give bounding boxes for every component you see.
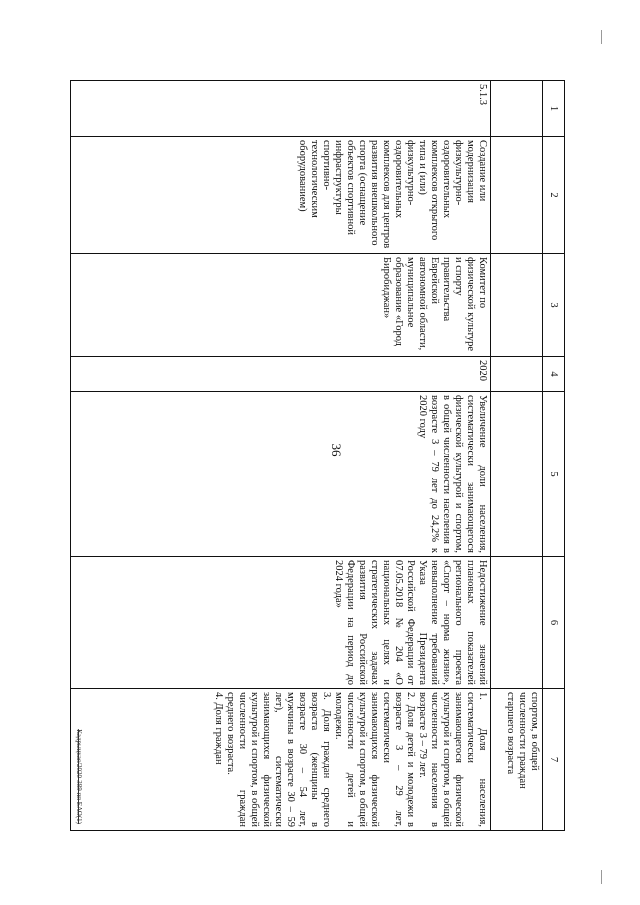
header-cell-6: 6: [543, 557, 565, 689]
cont-cell-7: спортом, в общей численности граждан старшего возраста: [491, 689, 543, 831]
cont-cell-1: [491, 81, 543, 137]
table-header-row: [543, 81, 565, 831]
year-cell: 2020: [71, 357, 491, 392]
table-row: [71, 81, 491, 831]
result-cell: Увеличение доли населения, систематически занимающегося физической культурой и спортом, в общей численности населения в возрасте 3 – 79 лет до 24,2% к 2020 году: [71, 392, 491, 557]
event-cell: Создание или модернизация физкультурно-оздоровительных комплексов открытого типа и (или) физкультурно-оздоровительных комплексов для центров развития внешкольного спорта (оснащение объектов спортивной инфраструктуры спортивно-технологическим оборудованием): [71, 137, 491, 254]
consequences-cell: Недостижение значений плановых показателей регионального проекта «Спорт – норма жизни», невыполнение требований Указа Президента Российской Федерации от 07.05.2018 № 204 «О национальных целях и стратегических задачах развития Российской Федерации на период до 2024 года»: [71, 557, 491, 689]
indicators-cell: [71, 689, 491, 831]
cont-cell-5: [491, 392, 543, 557]
cont-cell-2: [491, 137, 543, 254]
cont-cell-3: [491, 254, 543, 357]
indicator-4: 4. Доля граждан: [213, 692, 224, 765]
continuation-row: [491, 81, 543, 831]
document-sheet: [70, 80, 565, 830]
executor-cell: Комитет по физической культуре и спорту правительства Еврейской автономной области, муниципальное образование «Город Биробиджан»: [71, 254, 491, 357]
header-cell-1: 1: [543, 81, 565, 137]
header-cell-7: 7: [543, 689, 565, 831]
cont-cell-6: [491, 557, 543, 689]
scan-mark-top: [601, 30, 602, 44]
header-cell-4: 4: [543, 357, 565, 392]
header-cell-2: 2: [543, 137, 565, 254]
footer-reference: Кадрыцкая/2020-389 пп ЕАО(1): [75, 729, 83, 824]
page-number: 36: [329, 443, 344, 457]
rotated-table-container: [70, 80, 565, 830]
scan-mark-bottom: [601, 870, 602, 884]
header-cell-3: 3: [543, 254, 565, 357]
program-table: [70, 80, 565, 831]
header-cell-5: 5: [543, 392, 565, 557]
row-number: 5.1.3: [71, 81, 491, 137]
indicator-1: 1. Доля населения, систематически занимающегося физической культурой и спортом, в общей численности населения в возрасте 3 – 79 лет.: [417, 692, 488, 827]
cont-cell-4: [491, 357, 543, 392]
indicator-3: 3. Доля граждан среднего возраста (женщины в возрасте 30 – 54 лет, мужчины в возрасте 30 – 59 лет), систематически занимающихся физической культурой и спортом, в общей численности граждан среднего возраста.: [225, 692, 332, 827]
indicator-2: 2. Доля детей и молодежи в возрасте 3 – 29 лет, систематически занимающихся физической культурой и спортом, в общей численности детей и молодежи.: [333, 692, 416, 827]
